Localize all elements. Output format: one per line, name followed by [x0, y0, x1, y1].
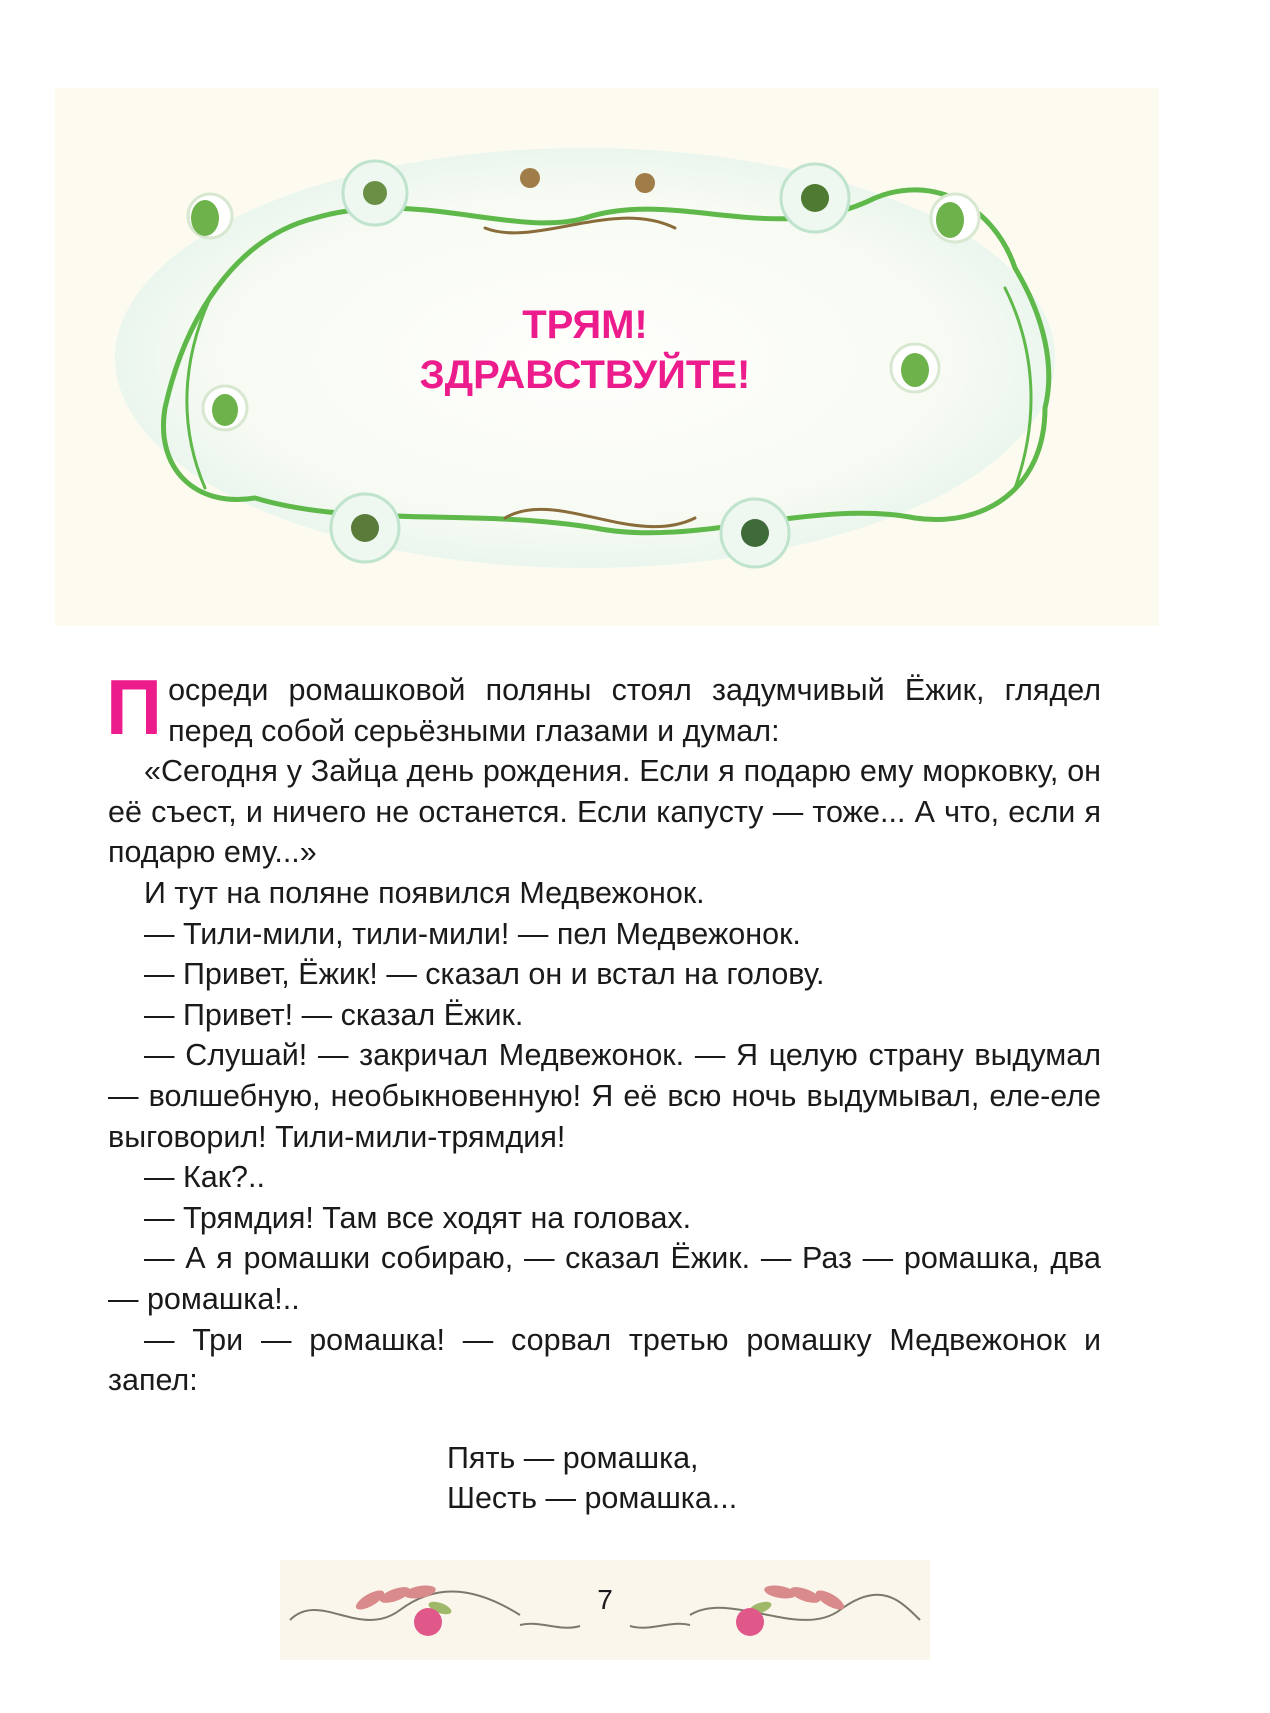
verse-line: Пять — ромашка,	[447, 1441, 699, 1475]
story-paragraph: — Трямдия! Там все ходят на головах.	[144, 1200, 692, 1235]
song-verse	[447, 1438, 737, 1518]
story-paragraph: — А я ромашки собираю, — сказал Ёжик. — Раз — ромашка, два — ромашка!..	[108, 1241, 1101, 1316]
story-paragraph	[106, 663, 1101, 751]
page-number: 7	[597, 1584, 613, 1615]
story-text	[106, 663, 1101, 1401]
story-paragraph: — Как?..	[144, 1160, 265, 1195]
story-paragraph: — Слушай! — закричал Медвежонок. — Я целую страну выдумал — волшебную, необыкновенную! Я её всю ночь выдумывал, еле-еле выговорил! Тили-мили-трямдия!	[108, 1038, 1101, 1154]
drop-cap: П	[106, 663, 163, 751]
story-paragraph: — Привет, Ёжик! — сказал он и встал на голову.	[144, 957, 825, 992]
story-paragraph: И тут на поляне появился Медвежонок.	[144, 875, 705, 910]
chapter-title	[0, 300, 1270, 400]
story-paragraph: — Привет! — сказал Ёжик.	[144, 997, 524, 1032]
story-paragraph: «Сегодня у Зайца день рождения. Если я подарю ему морковку, он её съест, и ничего не останется. Если капусту — тоже... А что, если я подарю ему...»	[108, 754, 1101, 870]
story-paragraph-text: осреди ромашковой поляны стоял задумчивый Ёжик, глядел перед собой серьёзными глазами и думал:	[168, 673, 1101, 748]
chapter-title-line2: ЗДРАВСТВУЙТЕ!	[419, 353, 751, 397]
story-paragraph: — Три — ромашка! — сорвал третью ромашку Медвежонок и запел:	[108, 1322, 1101, 1398]
story-paragraph: — Тили-мили, тили-мили! — пел Медвежонок.	[144, 916, 801, 951]
verse-line: Шесть — ромашка...	[447, 1481, 738, 1515]
chapter-title-line1: ТРЯМ!	[522, 303, 648, 347]
